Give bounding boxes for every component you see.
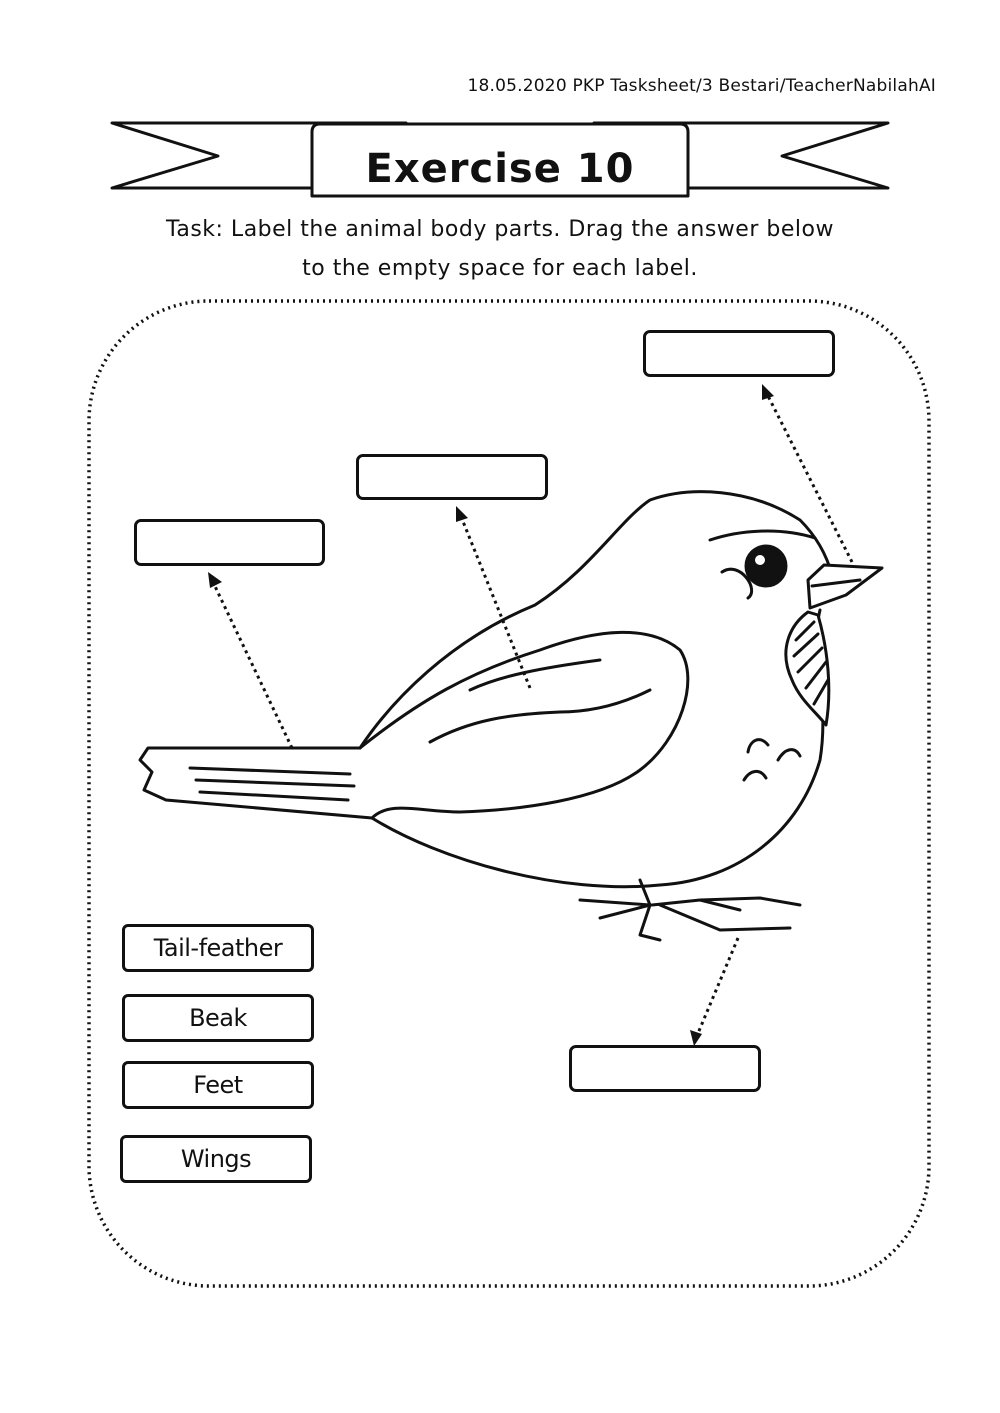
label-drop-zone-beak[interactable]: [643, 330, 835, 377]
label-drop-zone-wing[interactable]: [356, 454, 548, 500]
task-instructions: [100, 210, 900, 288]
answer-wings[interactable]: Wings: [120, 1135, 312, 1183]
answer-beak[interactable]: Beak: [122, 994, 314, 1042]
label-drop-zone-tail[interactable]: [134, 519, 325, 566]
header-note: 18.05.2020 PKP Tasksheet/3 Bestari/TeacherNabilahAI: [467, 76, 936, 96]
task-line-2: to the empty space for each label.: [302, 256, 698, 281]
answer-tail-feather[interactable]: Tail-feather: [122, 924, 314, 972]
label-drop-zone-feet[interactable]: [569, 1045, 761, 1092]
exercise-title: Exercise 10: [365, 146, 635, 192]
task-line-1: Task: Label the animal body parts. Drag the answer below: [166, 217, 834, 242]
answer-feet[interactable]: Feet: [122, 1061, 314, 1109]
